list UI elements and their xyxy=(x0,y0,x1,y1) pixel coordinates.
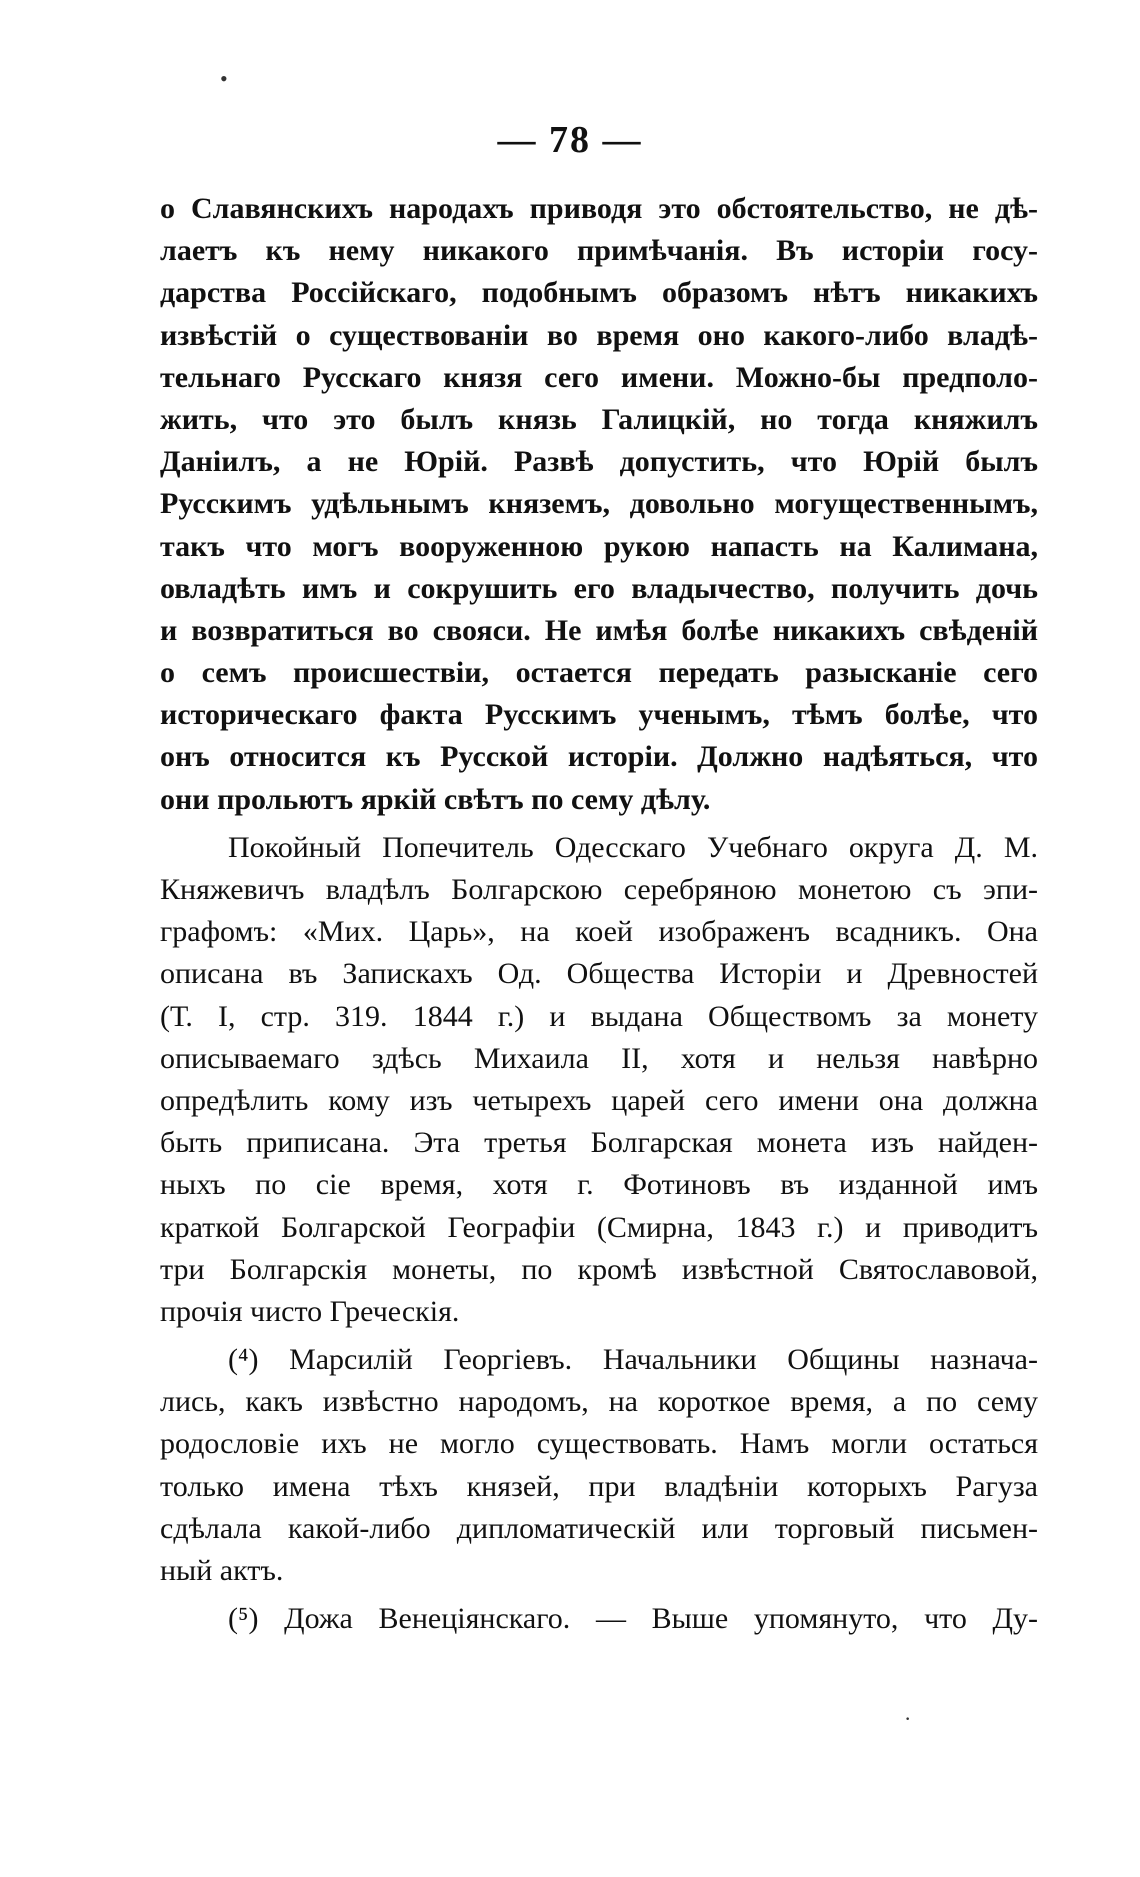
text-line: Русскимъ удѣльнымъ княземъ, довольно могущественнымъ, xyxy=(160,487,1038,521)
footnote-5 xyxy=(160,1598,1038,1640)
text-line: (Т. I, стр. 319. 1844 г.) и выдана Обществомъ за монету xyxy=(160,999,1038,1033)
text-line: лись, какъ извѣстно народомъ, на короткое время, а по сему xyxy=(160,1385,1038,1419)
scan-speck-top: • xyxy=(220,66,228,91)
text-line: они прольютъ яркій свѣтъ по сему дѣлу. xyxy=(160,782,711,816)
text-line: Княжевичъ владѣлъ Болгарскою серебряною монетою съ эпи- xyxy=(160,873,1038,906)
text-line: извѣстій о существованіи во время оно какого-либо владѣ- xyxy=(160,318,1038,352)
text-line: Даніилъ, а не Юрій. Развѣ допустить, что Юрій былъ xyxy=(160,445,1038,479)
text-line: Покойный Попечитель Одесскаго Учебнаго округа Д. М. xyxy=(228,830,1038,864)
text-line: (⁵) Дожа Венеціянскаго. — Выше упомянуто, что Ду- xyxy=(228,1602,1038,1636)
text-line: прочія чисто Греческія. xyxy=(160,1294,460,1328)
text-line: только имена тѣхъ князей, при владѣніи которыхъ Рагуза xyxy=(160,1469,1038,1503)
text-line: сдѣлала какой-либо дипломатическій или торговый письмен- xyxy=(160,1511,1038,1545)
text-line: онъ относится къ Русской исторіи. Должно надѣяться, что xyxy=(160,740,1038,774)
text-line: ный актъ. xyxy=(160,1554,284,1587)
text-line: описываемаго здѣсь Михаила II, хотя и нельзя навѣрно xyxy=(160,1041,1038,1075)
text-line: овладѣть имъ и сокрушить его владычество, получить дочь xyxy=(160,571,1038,605)
text-line: историческаго факта Русскимъ ученымъ, тѣмъ болѣе, что xyxy=(160,698,1038,732)
text-line: (⁴) Марсилій Георгіевъ. Начальники Общины назнача- xyxy=(228,1343,1038,1377)
text-line: родословіе ихъ не могло существовать. Намъ могли остаться xyxy=(160,1427,1038,1461)
scan-speck-bottom: · xyxy=(904,1706,912,1731)
footnote-4 xyxy=(160,1339,1038,1592)
text-line: описана въ Запискахъ Од. Общества Исторіи и Древностей xyxy=(160,957,1038,991)
text-line: опредѣлить кому изъ четырехъ царей сего имени она должна xyxy=(160,1083,1038,1117)
text-line: быть приписана. Эта третья Болгарская монета изъ найден- xyxy=(160,1126,1038,1160)
text-line: тельнаго Русскаго князя сего имени. Можно-бы предполо- xyxy=(160,360,1038,394)
text-line: такъ что могъ вооруженною рукою напасть на Калимана, xyxy=(160,529,1038,563)
text-line: о Славянскихъ народахъ приводя это обстоятельство, не дѣ- xyxy=(160,192,1038,225)
page-number: — 78 — xyxy=(497,119,643,161)
text-line: лаетъ къ нему никакого примѣчанія. Въ исторіи госу- xyxy=(160,234,1038,268)
text-line: о семъ происшествіи, остается передать разысканіе сего xyxy=(160,656,1038,690)
text-line: дарства Россійскаго, подобнымъ образомъ нѣтъ никакихъ xyxy=(160,276,1038,310)
text-line: и возвратиться во свояси. Не имѣя болѣе никакихъ свѣденій xyxy=(160,613,1038,647)
text-line: жить, что это былъ князь Галицкій, но тогда княжилъ xyxy=(160,402,1038,436)
text-line: ныхъ по сіе время, хотя г. Фотиновъ въ изданной имъ xyxy=(160,1168,1038,1202)
body-text xyxy=(160,188,1038,1640)
paragraph-1 xyxy=(160,188,1038,821)
text-line: три Болгарскія монеты, по кромѣ извѣстной Святославовой, xyxy=(160,1252,1038,1286)
text-line: краткой Болгарской Географіи (Смирна, 1843 г.) и приводитъ xyxy=(160,1210,1038,1244)
text-line: графомъ: «Мих. Царь», на коей изображенъ всадникъ. Она xyxy=(160,915,1038,949)
paragraph-2 xyxy=(160,827,1038,1333)
